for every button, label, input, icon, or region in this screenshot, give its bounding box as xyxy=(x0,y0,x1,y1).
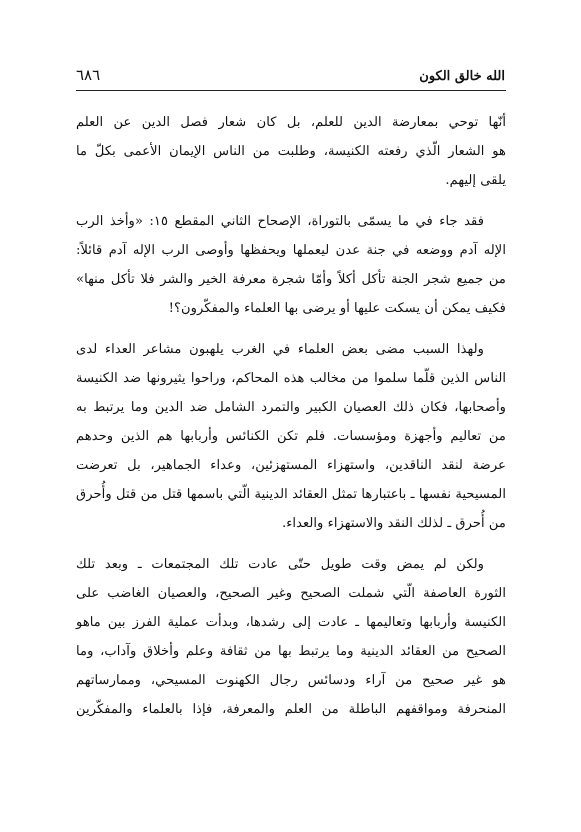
text-line: يلقى إليهم. xyxy=(445,173,506,188)
paragraph xyxy=(76,335,506,538)
text-line: عرضة لنقد الناقدين، واستهزاء المستهزئين، وعداء الجماهير، بل تعرضت xyxy=(76,458,506,473)
running-header xyxy=(76,60,505,84)
paragraph xyxy=(76,207,506,323)
text-line: هو غير صحيح من آراء ودسائس رجال الكهنوت المسيحي، وممارساتهم xyxy=(76,673,506,688)
text-line: الإله آدم ووضعه في جنة عدن ليعملها ويحفظها وأوصى الرب الإله آدم قائلاً: xyxy=(76,243,506,258)
paragraph xyxy=(76,550,506,724)
text-line: فقد جاء في ما يسمّى بالتوراة، الإصحاح الثاني المقطع ١٥: «وأخذ الرب xyxy=(76,214,484,229)
text-line: الثورة العاصفة الّتي شملت الصحيح وغير الصحيح، والعصيان الغاضب على xyxy=(76,586,506,601)
page-number: ٦٨٦ xyxy=(76,66,101,84)
text-line: من جميع شجر الجنة تأكل أكلاً وأمّا شجرة معرفة الخير والشر فلا تأكل منها» xyxy=(76,272,506,287)
paragraph xyxy=(76,108,506,195)
text-line: من تعاليم وأجهزة ومؤسسات. فلم تكن الكنائس وأربابها هم الذين وحدهم xyxy=(76,429,506,444)
text-line: هو الشعار الّذي رفعته الكنيسة، وطلبت من الناس الإيمان الأعمى بكلّ ما xyxy=(76,144,506,159)
text-line: أنّها توحي بمعارضة الدين للعلم، بل كان شعار فصل الدين عن العلم xyxy=(76,115,506,130)
text-line: من أُحرق ـ لذلك النقد والاستهزاء والعداء. xyxy=(282,516,506,531)
text-line: ولهذا السبب مضى بعض العلماء في الغرب يلهبون مشاعر العداء لدى xyxy=(76,342,484,357)
text-line: المنحرفة ومواقفهم الباطلة من العلم والمعرفة، فإذا بالعلماء والمفكّرين xyxy=(76,702,506,717)
text-line: وأصحابها، فكان ذلك العصيان الكبير والتمرد الشامل ضد الدين وما يرتبط به xyxy=(76,400,506,415)
body-text xyxy=(76,108,506,724)
text-line: ولكن لم يمض وقت طويل حتّى عادت تلك المجتمعات ـ وبعد تلك xyxy=(76,557,484,572)
text-line: المسيحية نفسها ـ باعتبارها تمثل العقائد الدينية الّتي باسمها قتل من قتل وأُحرق xyxy=(76,487,506,502)
text-line: فكيف يمكن أن يسكت عليها أو يرضى بها العلماء والمفكّرون؟! xyxy=(168,301,506,316)
header-rule xyxy=(76,90,506,91)
text-line: الكنيسة وأربابها وتعاليمها ـ عادت إلى رشدها، وبدأت عملية الفرز بين ماهو xyxy=(76,615,506,630)
text-line: الناس الذين قلّما سلموا من مخالب هذه المحاكم، وراحوا يثيرونها ضد الكنيسة xyxy=(76,371,506,386)
text-line: الصحيح من العقائد الدينية وما يرتبط بها من ثقافة وعلم وأخلاق وآداب، وما xyxy=(76,644,506,659)
running-title: الله خالق الكون xyxy=(419,69,505,84)
